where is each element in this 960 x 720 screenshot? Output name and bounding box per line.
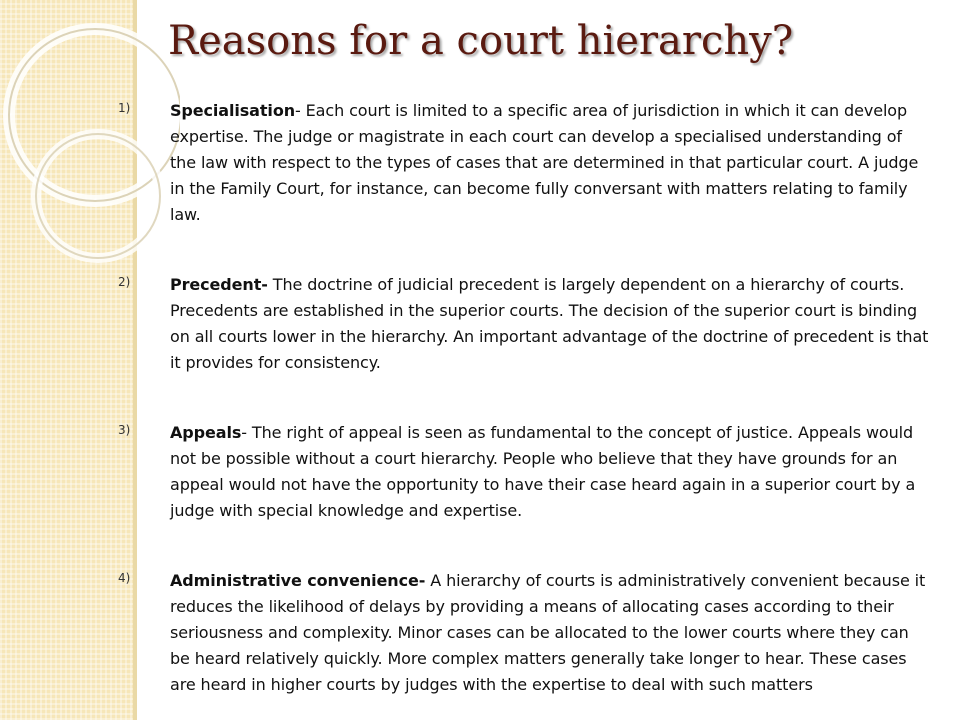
reason-body: - The right of appeal is seen as fundamental to the concept of justice. Appeals would not be possible without a court hierarchy. People who believe that they have grounds for an appeal would not have the opportunity to have their case heard again in a superior court by a judge with special knowledge and expertise.	[170, 423, 916, 520]
reason-item	[118, 98, 930, 228]
reason-number: 2)	[118, 275, 131, 289]
reason-body: A hierarchy of courts is administratively convenient because it reduces the likelihood of delays by providing a means of allocating cases according to their seriousness and complexity. Minor cases can be allocated to the lower courts where they can be heard relatively quickly. More complex matters generally take longer to hear. These cases are heard in higher courts by judges with the expertise to deal with such matters	[170, 571, 926, 694]
reason-body: The doctrine of judicial precedent is largely dependent on a hierarchy of courts. Precedents are established in the superior courts. The decision of the superior court is binding on all courts lower in the hierarchy. An important advantage of the doctrine of precedent is that it provides for consistency.	[170, 275, 929, 372]
reason-heading: Specialisation	[170, 101, 295, 120]
reason-heading: Administrative convenience-	[170, 571, 426, 590]
slide-title: Reasons for a court hierarchy?	[168, 18, 794, 64]
reason-number: 4)	[118, 571, 131, 585]
reason-text	[170, 272, 930, 376]
reason-number: 1)	[118, 101, 131, 115]
reason-body: - Each court is limited to a specific area of jurisdiction in which it can develop expertise. The judge or magistrate in each court can develop a specialised understanding of the law with respect to the types of cases that are determined in that particular court. A judge in the Family Court, for instance, can become fully conversant with matters relating to family law.	[170, 101, 919, 224]
reasons-list	[118, 98, 930, 698]
reason-text	[170, 568, 930, 698]
reason-text	[170, 98, 930, 228]
reason-text	[170, 420, 930, 524]
reason-heading: Appeals	[170, 423, 242, 442]
reason-item	[118, 420, 930, 524]
reason-heading: Precedent-	[170, 275, 268, 294]
reason-number: 3)	[118, 423, 131, 437]
reason-item	[118, 272, 930, 376]
reason-item	[118, 568, 930, 698]
